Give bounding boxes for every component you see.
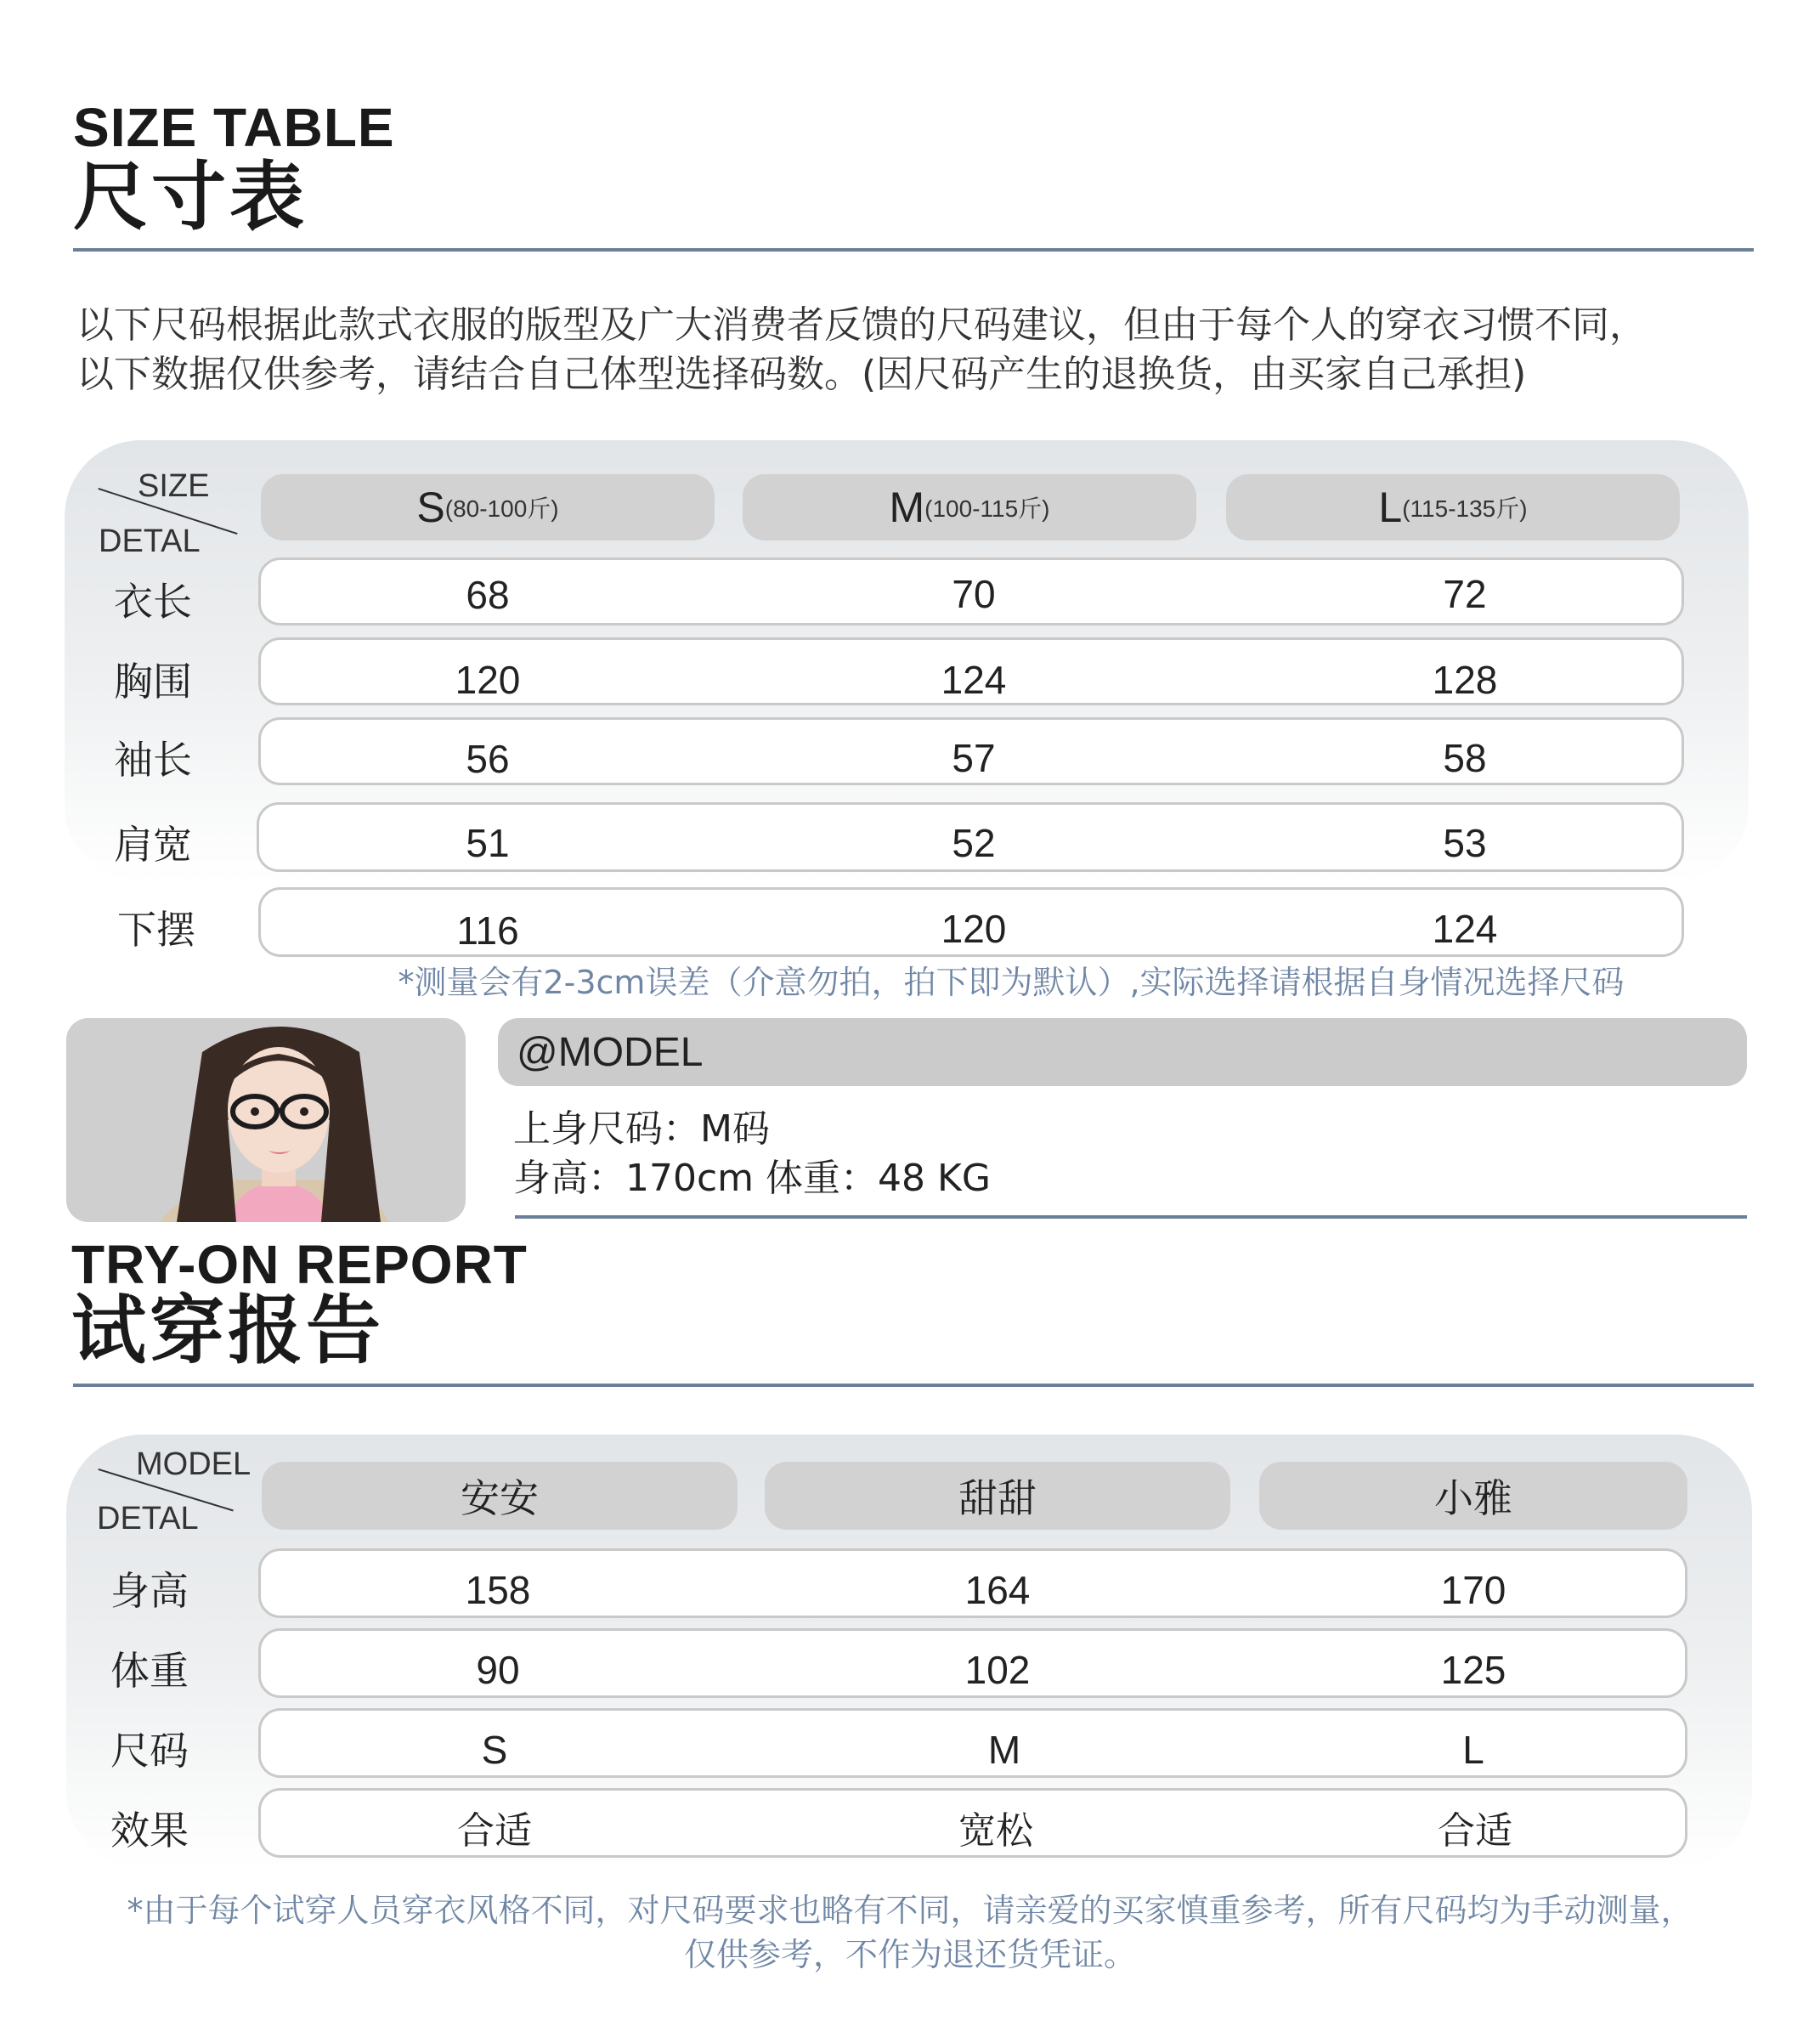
- intro-text: [76, 301, 1767, 399]
- column-header-l: [1226, 474, 1680, 540]
- table-cell: 170: [1440, 1568, 1506, 1612]
- row-label: 袖长: [114, 737, 192, 783]
- section-divider: [73, 248, 1754, 252]
- intro-line-1: 以下尺码根据此款式衣服的版型及广大消费者反馈的尺码建议，但由于每个人的穿衣习惯不同，: [76, 303, 1647, 347]
- table-cell: 90: [476, 1648, 520, 1692]
- model-photo: [66, 1018, 466, 1222]
- row-label: 胸围: [114, 659, 192, 705]
- table-cell: 宽松: [958, 1809, 1033, 1853]
- size-weight-range: (80-100斤): [444, 495, 559, 522]
- corner-detal-label: DETAL: [99, 523, 201, 559]
- table-cell: 68: [466, 573, 510, 617]
- model-name-bar: [498, 1018, 1747, 1086]
- row-label: 效果: [110, 1808, 189, 1853]
- model-size-line: 上身尺码：M码: [513, 1107, 770, 1151]
- model-name: 小雅: [1434, 1475, 1512, 1521]
- model-handle: @MODEL: [517, 1029, 704, 1075]
- disclaimer-line-1: *由于每个试穿人员穿衣风格不同，对尺码要求也略有不同，请亲爱的买家慎重参考，所有尺码均为手动测量，: [127, 1892, 1693, 1929]
- table-cell: 102: [964, 1648, 1031, 1692]
- table-cell: 120: [455, 658, 521, 702]
- table-cell: 52: [952, 821, 996, 865]
- table-cell: 128: [1432, 658, 1498, 702]
- corner-size-label: SIZE: [138, 468, 210, 504]
- table-cell: L: [1462, 1728, 1484, 1772]
- table-cell: 51: [466, 821, 510, 865]
- row-label: 身高: [110, 1568, 189, 1614]
- row-label: 肩宽: [114, 822, 192, 868]
- table-cell: 124: [941, 658, 1007, 702]
- table-cell: 56: [466, 737, 510, 781]
- table-cell: 120: [941, 907, 1007, 951]
- size-weight-range: (100-115斤): [924, 495, 1050, 522]
- size-table-title-en: SIZE TABLE: [73, 97, 395, 158]
- row-label: 下摆: [117, 907, 195, 953]
- table-cell: 124: [1432, 907, 1498, 951]
- size-letter: L: [1378, 484, 1403, 531]
- table-cell: M: [987, 1728, 1021, 1772]
- table-cell: 125: [1440, 1648, 1506, 1692]
- corner-detal-label: DETAL: [97, 1501, 199, 1536]
- column-header-s: [261, 474, 715, 540]
- table-cell: 57: [952, 736, 996, 780]
- measurement-note: *测量会有2-3cm误差（介意勿拍，拍下即为默认）,实际选择请根据自身情况选择尺码: [398, 964, 1625, 1001]
- table-cell: 58: [1443, 736, 1487, 780]
- column-header-model: [262, 1462, 738, 1530]
- table-cell: 70: [952, 572, 996, 616]
- table-cell: 164: [964, 1568, 1031, 1612]
- model-divider: [515, 1215, 1747, 1219]
- column-header-model: [1259, 1462, 1687, 1530]
- corner-model-label: MODEL: [136, 1446, 252, 1482]
- section-divider: [73, 1384, 1754, 1387]
- disclaimer-line-2: 仅供参考，不作为退还货凭证。: [683, 1936, 1136, 1973]
- tryon-disclaimer: [51, 1888, 1769, 1977]
- intro-line-2: 以下数据仅供参考，请结合自己体型选择码数。(因尺码产生的退换货，由买家自己承担): [76, 353, 1527, 396]
- table-cell: 72: [1443, 572, 1487, 616]
- model-portrait-image: [66, 1018, 466, 1222]
- model-name: 甜甜: [958, 1475, 1037, 1521]
- table-cell: 158: [465, 1568, 531, 1612]
- row-label: 衣长: [114, 579, 192, 625]
- size-weight-range: (115-135斤): [1402, 495, 1528, 522]
- size-letter: S: [416, 484, 445, 531]
- column-header-model: [765, 1462, 1230, 1530]
- table-cell: S: [481, 1728, 508, 1772]
- table-cell: 116: [456, 908, 519, 953]
- table-cell: 合适: [1438, 1809, 1512, 1853]
- table-cell: 53: [1443, 821, 1487, 865]
- size-table-title-cn: 尺寸表: [73, 153, 308, 241]
- model-name: 安安: [461, 1475, 539, 1521]
- model-info: [513, 1105, 1703, 1203]
- row-label: 尺码: [110, 1728, 189, 1774]
- tryon-title-cn: 试穿报告: [71, 1287, 385, 1374]
- column-header-m: [743, 474, 1196, 540]
- table-cell: 合适: [457, 1809, 532, 1853]
- row-label: 体重: [110, 1648, 189, 1694]
- tryon-title-en: TRY-ON REPORT: [71, 1234, 528, 1295]
- size-letter: M: [889, 484, 925, 531]
- model-body-line: 身高：170cm 体重：48 KG: [513, 1157, 991, 1200]
